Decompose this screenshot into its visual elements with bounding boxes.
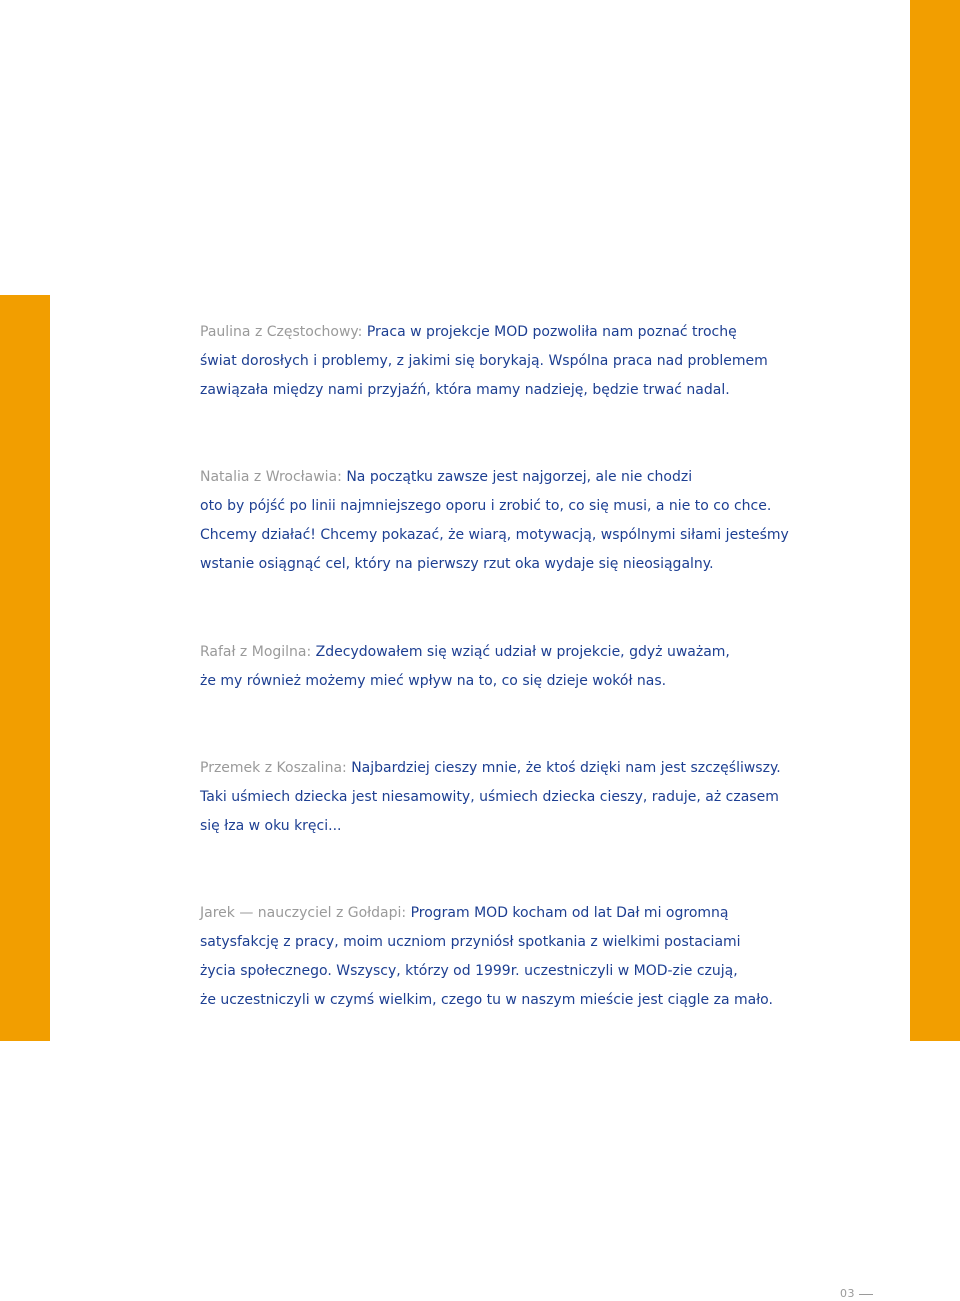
testimonial-przemek bbox=[200, 754, 781, 841]
testimonial-text: Program MOD kocham od lat Dał mi ogromną bbox=[410, 905, 729, 921]
testimonial-line bbox=[200, 318, 768, 347]
testimonial-line: świat dorosłych i problemy, z jakimi się borykają. Wspólna praca nad problemem bbox=[200, 353, 768, 369]
page-number-text: 03 bbox=[840, 1287, 855, 1300]
testimonial-line: Chcemy działać! Chcemy pokazać, że wiarą, motywacją, wspólnymi siłami jesteśmy bbox=[200, 527, 789, 543]
testimonial-text: Zdecydowałem się wziąć udział w projekcie, gdyż uważam, bbox=[315, 644, 730, 660]
testimonial-text: Najbardziej cieszy mnie, że ktoś dzięki nam jest szczęśliwszy. bbox=[351, 760, 781, 776]
testimonial-line: oto by pójść po linii najmniejszego oporu i zrobić to, co się musi, a nie to co chce. bbox=[200, 498, 772, 514]
testimonial-line: że uczestniczyli w czymś wielkim, czego tu w naszym mieście jest ciągle za mało. bbox=[200, 992, 773, 1008]
testimonial-paulina bbox=[200, 318, 768, 405]
testimonial-jarek bbox=[200, 899, 773, 1015]
testimonial-line: się łza w oku kręci... bbox=[200, 818, 342, 834]
testimonial-natalia bbox=[200, 463, 789, 579]
speaker-name: Przemek z Koszalina: bbox=[200, 760, 347, 776]
speaker-name: Rafał z Mogilna: bbox=[200, 644, 312, 660]
speaker-name: Paulina z Częstochowy: bbox=[200, 324, 363, 340]
testimonial-line: satysfakcję z pracy, moim uczniom przyniósł spotkania z wielkimi postaciami bbox=[200, 934, 741, 950]
testimonial-line bbox=[200, 899, 773, 928]
testimonial-line: wstanie osiągnąć cel, który na pierwszy rzut oka wydaje się nieosiągalny. bbox=[200, 556, 714, 572]
testimonial-rafal bbox=[200, 638, 730, 696]
testimonial-text: Na początku zawsze jest najgorzej, ale nie chodzi bbox=[346, 469, 693, 485]
page-number bbox=[840, 1287, 873, 1300]
speaker-name: Natalia z Wrocławia: bbox=[200, 469, 342, 485]
testimonial-line: zawiązała między nami przyjaźń, która mamy nadzieję, będzie trwać nadal. bbox=[200, 382, 730, 398]
testimonial-line bbox=[200, 754, 781, 783]
page-number-dash bbox=[859, 1294, 873, 1295]
testimonial-line: życia społecznego. Wszyscy, którzy od 1999r. uczestniczyli w MOD-zie czują, bbox=[200, 963, 738, 979]
accent-bar-left bbox=[0, 295, 50, 1041]
accent-bar-right bbox=[910, 0, 960, 1041]
testimonial-line bbox=[200, 638, 730, 667]
testimonial-text: Praca w projekcje MOD pozwoliła nam poznać trochę bbox=[366, 324, 737, 340]
testimonial-line: że my również możemy mieć wpływ na to, co się dzieje wokół nas. bbox=[200, 673, 667, 689]
testimonial-line bbox=[200, 463, 789, 492]
testimonial-line: Taki uśmiech dziecka jest niesamowity, uśmiech dziecka cieszy, raduje, aż czasem bbox=[200, 789, 779, 805]
speaker-name: Jarek — nauczyciel z Gołdapi: bbox=[200, 905, 407, 921]
